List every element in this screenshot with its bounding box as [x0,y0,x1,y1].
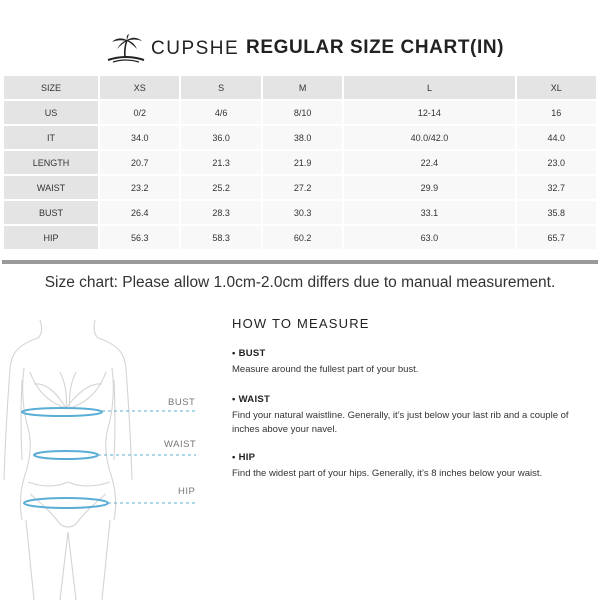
table-row [4,226,596,249]
row-label: US [4,101,98,124]
table-cell: 21.3 [181,151,260,174]
section-label: • BUST [232,348,266,359]
table-cell: 65.7 [517,226,596,249]
row-label: IT [4,126,98,149]
table-cell: 38.0 [263,126,342,149]
hip-measure-line [24,498,196,508]
measurement-note: Size chart: Please allow 1.0cm-2.0cm differs due to manual measurement. [44,274,556,291]
waist-instructions [232,394,598,437]
column-header: XS [100,76,179,99]
how-to-measure [232,316,598,479]
table-row [4,201,596,224]
how-to-measure-title: HOW TO MEASURE [232,316,370,331]
table-cell: 12-14 [344,101,514,124]
waist-label: WAIST [164,439,197,450]
table-cell: 34.0 [100,126,179,149]
section-description: Measure around the fullest part of your bust. [232,364,419,375]
palm-island-icon [104,34,148,64]
table-cell: 23.2 [100,176,179,199]
waist-measure-line [34,451,196,459]
table-cell: 26.4 [100,201,179,224]
table-cell: 56.3 [100,226,179,249]
hip-instructions [232,452,598,481]
row-label: LENGTH [4,151,98,174]
table-cell: 27.2 [263,176,342,199]
table-cell: 40.0/42.0 [344,126,514,149]
table-cell: 21.9 [263,151,342,174]
table-cell: 58.3 [181,226,260,249]
row-label: BUST [4,201,98,224]
column-header: M [263,76,342,99]
table-cell: 44.0 [517,126,596,149]
table-cell: 35.8 [517,201,596,224]
size-chart-table [2,74,598,251]
column-header: SIZE [4,76,98,99]
table-cell: 4/6 [181,101,260,124]
table-header-row [4,76,596,99]
table-cell: 0/2 [100,101,179,124]
section-label: • HIP [232,452,256,463]
table-cell: 60.2 [263,226,342,249]
table-row [4,126,596,149]
table-cell: 16 [517,101,596,124]
bust-label: BUST [168,397,196,408]
table-cell: 28.3 [181,201,260,224]
bust-instructions [232,348,598,377]
hip-label: HIP [178,486,196,497]
section-description: Find the widest part of your hips. Generally, it’s 8 inches below your waist. [232,468,543,479]
table-cell: 30.3 [263,201,342,224]
table-cell: 20.7 [100,151,179,174]
table-divider [2,260,598,264]
table-cell: 32.7 [517,176,596,199]
page-title: REGULAR SIZE CHART(IN) [246,37,505,58]
row-label: WAIST [4,176,98,199]
column-header: L [344,76,514,99]
section-label: • WAIST [232,394,271,405]
table-cell: 29.9 [344,176,514,199]
row-label: HIP [4,226,98,249]
table-cell: 25.2 [181,176,260,199]
table-cell: 8/10 [263,101,342,124]
header [0,30,600,70]
bust-measure-line [22,408,196,416]
table-cell: 63.0 [344,226,514,249]
column-header: S [181,76,260,99]
table-cell: 23.0 [517,151,596,174]
table-row [4,101,596,124]
column-header: XL [517,76,596,99]
brand-name: CUPSHE [151,38,240,59]
table-cell: 33.1 [344,201,514,224]
table-cell: 22.4 [344,151,514,174]
table-row [4,176,596,199]
table-cell: 36.0 [181,126,260,149]
table-row [4,151,596,174]
section-description: Find your natural waistline. Generally, it’s just below your last rib and a couple of inches above your navel. [232,410,569,435]
body-measurement-figure [0,310,220,600]
body-silhouette-illustration [0,310,220,600]
